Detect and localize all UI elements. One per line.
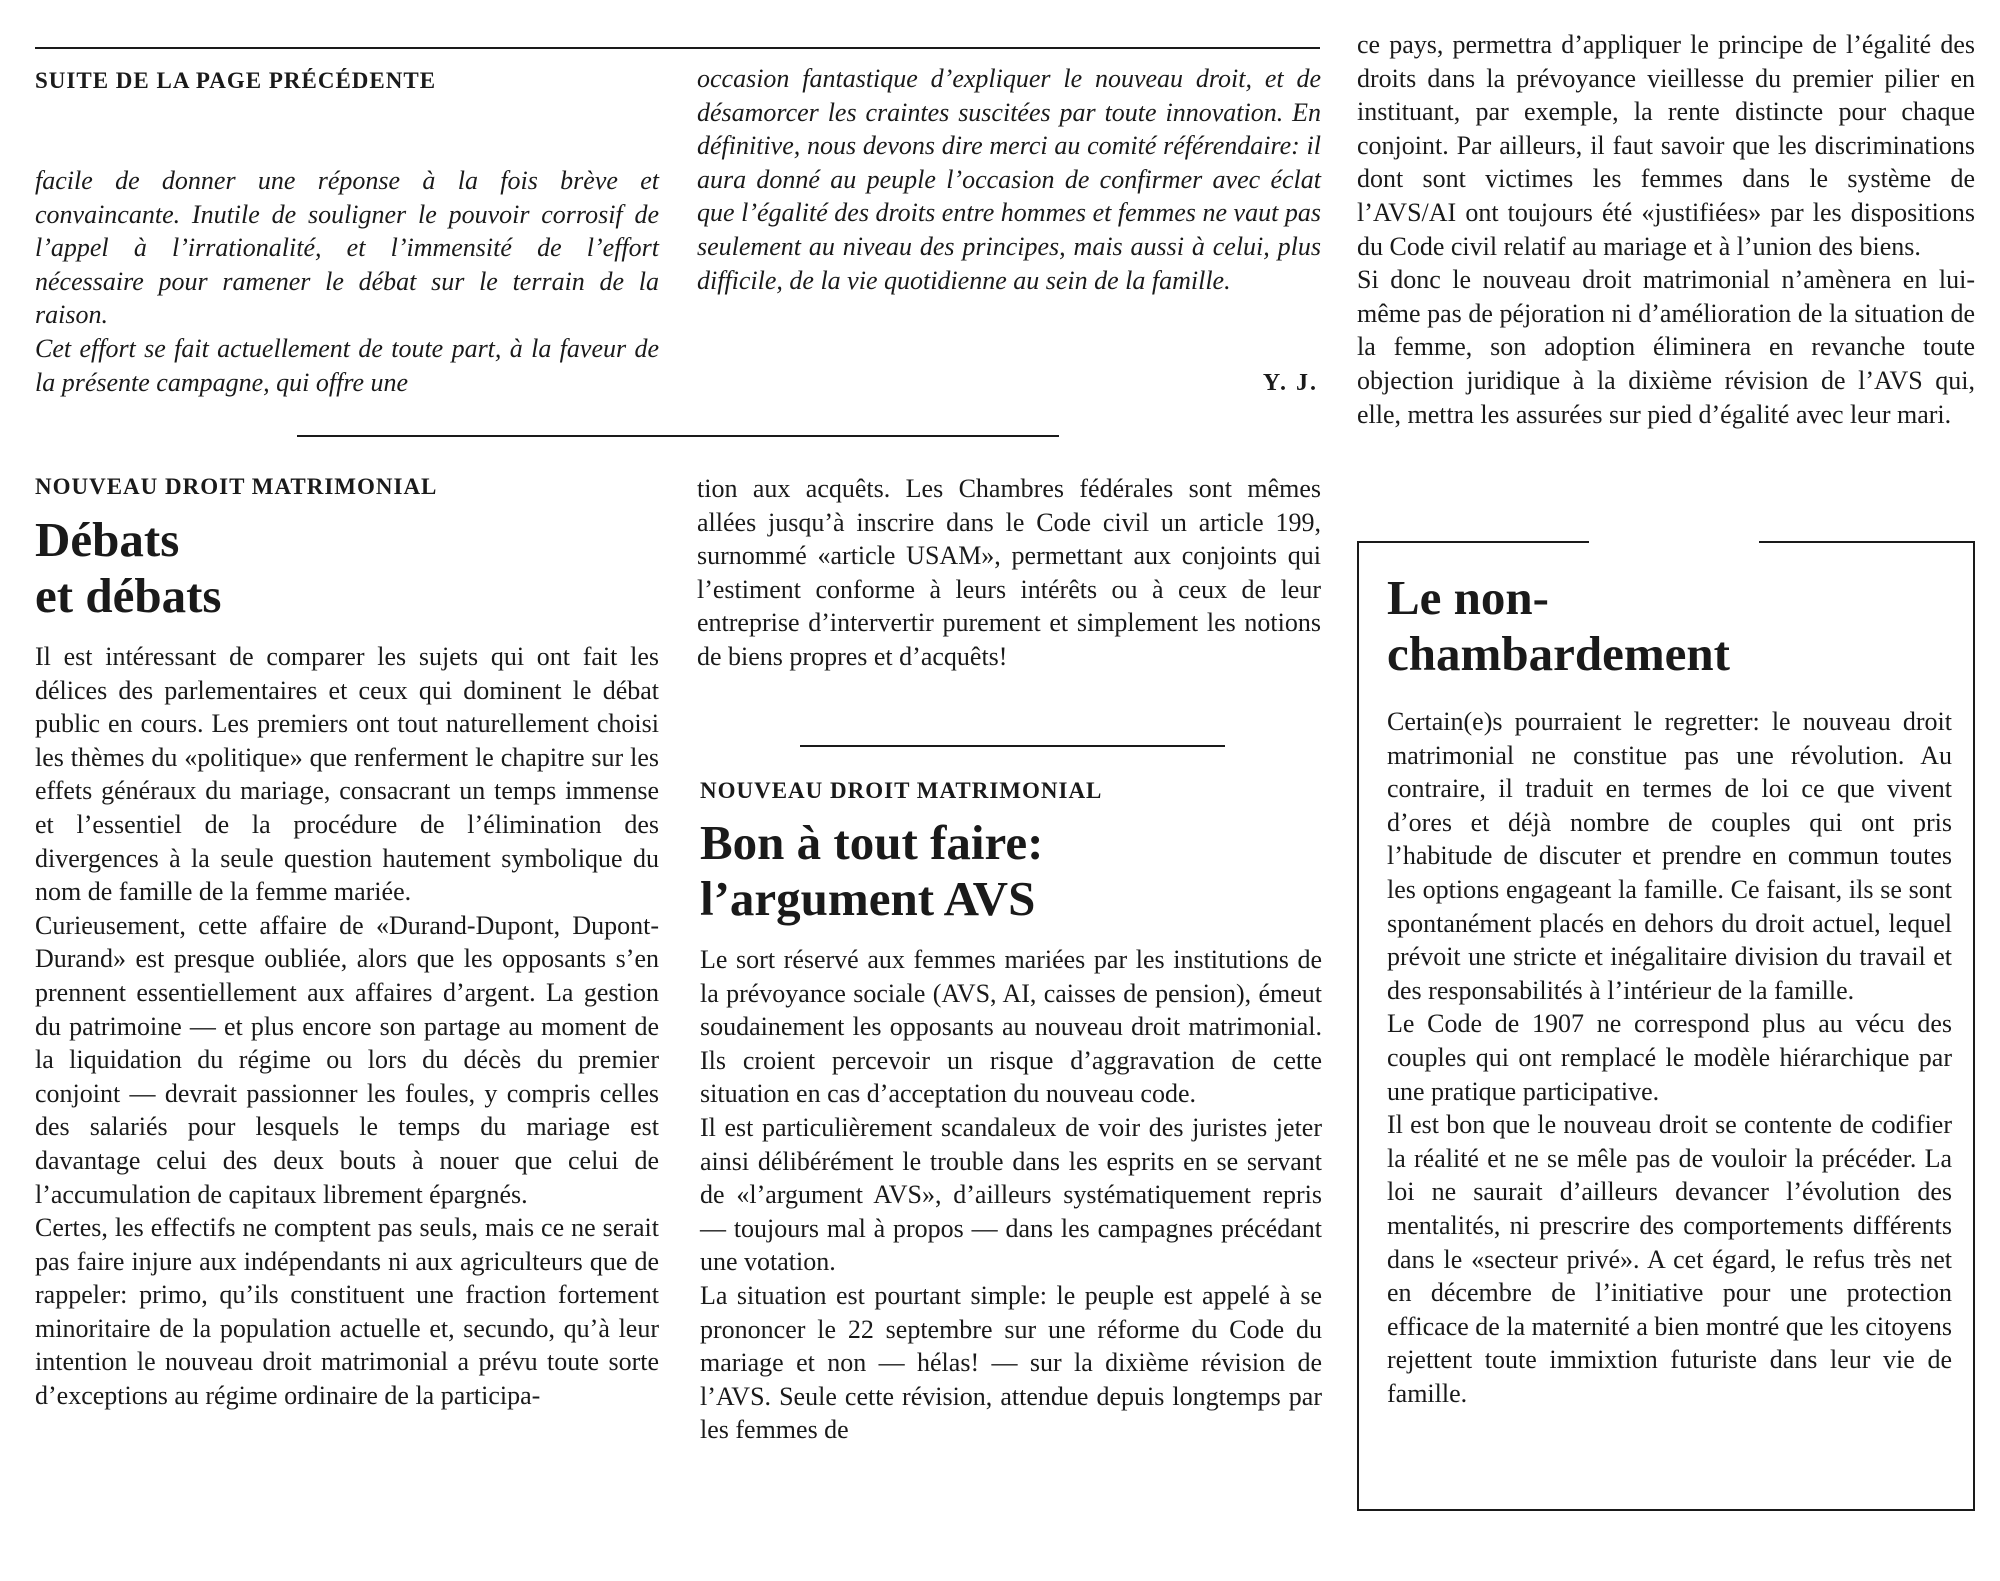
article-divider-rule (800, 745, 1225, 747)
article-2-paragraph: Il est particulièrement scandaleux de voir des juristes jeter ainsi délibérément le trouble dans les esprits en se servant de «l’argument AVS», d’ailleurs systématiquement repris — toujours mal à propos — dans les campagnes précédant une votation. (700, 1112, 1322, 1277)
headline-line: chambardement (1387, 626, 1730, 681)
article-1-column-2 (697, 472, 1321, 674)
box-headline (1387, 570, 1730, 682)
article-2-paragraph: Le sort réservé aux femmes mariées par les institutions de la prévoyance sociale (AVS, AI, caisses de pension), émeut soudainement les opposants au nouveau droit matrimonial. Ils croient percevoir un risque d’aggravation de cette situation en cas d’acceptation du nouveau code. (700, 945, 1322, 1109)
headline-line: l’argument AVS (700, 871, 1036, 926)
headline-line: Débats (35, 512, 180, 567)
article-1-kicker: NOUVEAU DROIT MATRIMONIAL (35, 474, 438, 499)
continuation-paragraph: facile de donner une réponse à la fois brève et convaincante. Inutile de souligner le pouvoir corrosif de l’appel à l’irrationalité, et l’immensité de l’effort nécessaire pour ramener le débat sur le terrain de la raison. (35, 166, 659, 330)
column-3-paragraph: ce pays, permettra d’appliquer le principe de l’égalité des droits dans la prévoyance vieillesse du premier pilier en instituant, par exemple, la rente distincte pour chaque conjoint. Par ailleurs, il faut savoir que les discriminations dont sont victimes les femmes dans le système de l’AVS/AI ont toujours été «justifiées» par les dispositions du Code civil relatif au mariage et à l’union des biens. (1357, 30, 1975, 261)
article-2-headline (700, 815, 1043, 927)
continuation-label: SUITE DE LA PAGE PRÉCÉDENTE (35, 68, 437, 93)
article-1-column-1 (35, 640, 659, 1413)
article-1-paragraph: Curieusement, cette affaire de «Durand-Dupont, Dupont-Durand» est presque oubliée, alors que les opposants s’en prennent essentiellement aux affaires d’argent. La gestion du patrimoine — et plus encore son partage au moment de la liquidation du régime ou lors du décès du premier conjoint — devrait passionner les foules, y compris celles des salariés pour lesquels le temps du mariage est davantage celui des deux bouts à nouer que celui de l’accumulation de capitaux librement épargnés. (35, 910, 659, 1209)
box-paragraph: Le Code de 1907 ne correspond plus au vécu des couples qui ont remplacé le modèle hiérarchique par une pratique participative. (1387, 1009, 1952, 1106)
article-1-paragraph: Il est intéressant de comparer les sujets qui ont fait les délices des parlementaires et ceux qui dominent le débat public en cours. Les premiers ont tout naturellement choisi les thèmes du «politique» que renferment le chapitre sur les effets généraux du mariage, consacrant un temps immense et l’essentiel de la procédure de l’élimination des divergences à la seule question hautement symbolique du nom de famille de la femme mariée. (35, 642, 659, 907)
article-2-kicker: NOUVEAU DROIT MATRIMONIAL (700, 778, 1103, 803)
continuation-column-1 (35, 164, 659, 399)
article-1-paragraph: tion aux acquêts. Les Chambres fédérales sont mêmes allées jusqu’à inscrire dans le Code civil un article 199, surnommé «article USAM», permettant aux conjoints qui l’estiment conforme à leurs intérêts ou à ceux de leur entreprise d’intervertir purement et simplement les notions de biens propres et d’acquêts! (697, 474, 1321, 671)
box-paragraph: Certain(e)s pourraient le regretter: le nouveau droit matrimonial ne constitue pas une révolution. Au contraire, il traduit en termes de loi ce que vivent d’ores et déjà nombre de couples qui ont pris l’habitude de discuter et prendre en commun toutes les options engageant la famille. Ce faisant, ils se sont spontanément placés en dehors du droit actuel, lequel prévoit une stricte et inégalitaire division du travail et des responsabilités à l’intérieur de la famille. (1387, 707, 1952, 1005)
continuation-paragraph: Cet effort se fait actuellement de toute part, à la faveur de la présente campagne, qui offre une (35, 333, 659, 397)
article-2-column (700, 943, 1322, 1447)
box-border-gap (1589, 539, 1759, 545)
box-column (1387, 705, 1952, 1410)
author-signature: Y. J. (1262, 370, 1318, 396)
column-3-paragraph: Si donc le nouveau droit matrimonial n’amènera en lui-même pas de péjoration ni d’amélioration de la situation de la femme, son adoption éliminera en revanche toute objection juridique à la dixième révision de l’AVS qui, elle, mettra les assurées sur pied d’égalité avec leur mari. (1357, 265, 1975, 429)
continuation-paragraph: occasion fantastique d’expliquer le nouveau droit, et de désamorcer les craintes suscitées par toute innovation. En définitive, nous devons dire merci au comité référendaire: il aura donné au peuple l’occasion de confirmer avec éclat que l’égalité des droits entre hommes et femmes ne vaut pas seulement au niveau des principes, mais aussi à celui, plus difficile, de la vie quotidienne au sein de la famille. (697, 64, 1321, 295)
column-3-text (1357, 28, 1975, 431)
top-rule (35, 47, 1320, 49)
headline-line: Le non- (1387, 570, 1550, 625)
headline-line: et débats (35, 568, 222, 623)
article-1-headline (35, 512, 221, 624)
section-divider-rule (297, 435, 1059, 437)
headline-line: Bon à tout faire: (700, 815, 1044, 870)
continuation-column-2 (697, 62, 1321, 297)
box-paragraph: Il est bon que le nouveau droit se contente de codifier la réalité et ne se mêle pas de vouloir la précéder. La loi ne saurait d’ailleurs devancer l’évolution des mentalités, ni prescrire des comportements différents dans le «secteur privé». A cet égard, le refus très net en décembre de l’initiative pour une protection efficace de la maternité a bien montré que les citoyens rejettent toute immixtion futuriste dans leur vie de famille. (1387, 1110, 1952, 1408)
article-2-paragraph: La situation est pourtant simple: le peuple est appelé à se prononcer le 22 septembre sur une réforme du Code du mariage et non — hélas! — sur la dixième révision de l’AVS. Seule cette révision, attendue depuis longtemps par les femmes de (700, 1280, 1322, 1445)
article-1-paragraph: Certes, les effectifs ne comptent pas seuls, mais ce ne serait pas faire injure aux indépendants ni aux agriculteurs que de rappeler: primo, qu’ils constituent une fraction fortement minoritaire de la population actuelle et, secundo, qu’à leur intention le nouveau droit matrimonial a prévu toute sorte d’exceptions au régime ordinaire de la participa- (35, 1213, 659, 1411)
